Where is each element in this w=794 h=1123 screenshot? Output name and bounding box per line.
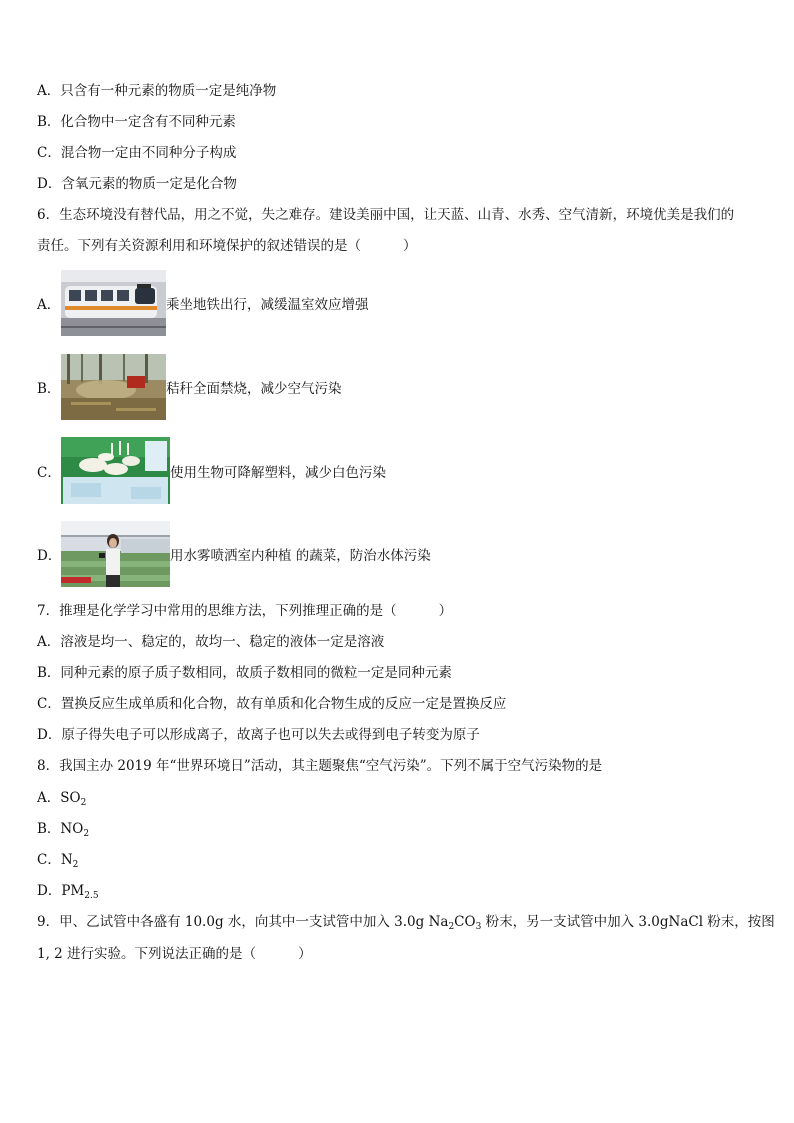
- q8-option-a-formula: SO: [60, 790, 81, 806]
- biodegradable-tableware-photo: [61, 437, 170, 504]
- q7-stem: [37, 601, 452, 621]
- q9-subscript-2: 3: [475, 922, 482, 932]
- q7-option-b: B．同种元素的原子质子数相同，故质子数相同的微粒一定是同种元素: [37, 665, 452, 681]
- q8-option-b-formula: NO: [60, 821, 84, 837]
- q9-subscript-1: 2: [448, 922, 455, 932]
- q5-option-d: D．含氧元素的物质一定是化合物: [37, 176, 237, 192]
- q8-option-d-label: D．: [37, 883, 62, 899]
- q5-option-b: B．化合物中一定含有不同种元素: [37, 114, 236, 130]
- q8-option-d-subscript: 2.5: [84, 891, 99, 901]
- greenhouse-reporter-photo: [61, 521, 170, 587]
- q7-stem-text: 7．推理是化学学习中常用的思维方法，下列推理正确的是（: [37, 603, 397, 619]
- straw-field-photo: [61, 354, 166, 420]
- q6-option-c: [37, 437, 386, 504]
- q8-option-a-subscript: 2: [80, 798, 87, 808]
- q6-stem-line1: 6．生态环境没有替代品，用之不觉，失之难存。建设美丽中国，让天蓝、山青、水秀、空气清新，环境优美是我们的: [37, 207, 735, 223]
- q9-text-c: 粉末，另一支试管中加入 3.0gNaCl 粉末，按图: [481, 914, 775, 930]
- q9-text-a: 9．甲、乙试管中各盛有 10.0g 水，向其中一支试管中加入 3.0g Na: [37, 914, 449, 930]
- q7-option-a: A．溶液是均一、稳定的，故均一、稳定的液体一定是溶液: [37, 634, 385, 650]
- q9-stem-line1: [37, 912, 775, 932]
- q6-option-d-text: 用水雾喷洒室内种植 的蔬菜，防治水体污染: [170, 548, 431, 564]
- q7-close-paren: ）: [438, 603, 453, 619]
- q8-stem: 8．我国主办 2019 年“世界环境日”活动，其主题聚焦“空气污染”。下列不属于空气污染物的是: [37, 758, 603, 774]
- q8-option-d: [37, 881, 99, 901]
- q9-close-paren: ）: [298, 946, 312, 962]
- q6-option-a-label: A．: [37, 297, 61, 313]
- q8-option-c-formula: N: [60, 852, 73, 868]
- q6-option-a-text: 乘坐地铁出行，减缓温室效应增强: [166, 297, 369, 313]
- q8-option-d-formula: PM: [61, 883, 85, 899]
- q8-option-c-subscript: 2: [72, 860, 79, 870]
- q8-option-b-subscript: 2: [83, 829, 90, 839]
- q5-option-a: A．只含有一种元素的物质一定是纯净物: [37, 83, 277, 99]
- q9-text-b: CO: [454, 914, 476, 930]
- q6-stem-line2: [37, 236, 417, 256]
- q8-option-b-label: B．: [37, 821, 61, 837]
- q6-option-b: [37, 354, 342, 420]
- q7-option-c: C．置换反应生成单质和化合物，故有单质和化合物生成的反应一定是置换反应: [37, 696, 507, 712]
- q8-option-c: [37, 850, 78, 870]
- q6-option-a: [37, 270, 369, 336]
- q6-option-d-label: D．: [37, 548, 62, 564]
- q6-close-paren: ）: [403, 238, 417, 254]
- q6-stem-text: 责任。下列有关资源利用和环境保护的叙述错误的是（: [37, 238, 361, 254]
- q6-option-d: [37, 521, 431, 587]
- q8-option-a: [37, 788, 86, 808]
- q8-option-c-label: C．: [37, 852, 61, 868]
- q9-line2-text: 1, 2 进行实验。下列说法正确的是（: [37, 946, 257, 962]
- q7-option-d: D．原子得失电子可以形成离子，故离子也可以失去或得到电子转变为原子: [37, 727, 480, 743]
- q6-option-c-text: 使用生物可降解塑料，减少白色污染: [170, 464, 386, 481]
- q6-option-b-label: B．: [37, 381, 61, 397]
- q6-option-b-text: 秸秆全面禁烧，减少空气污染: [166, 381, 342, 397]
- q6-option-c-label: C．: [37, 464, 61, 481]
- q9-stem-line2: [37, 944, 312, 964]
- q8-option-b: [37, 819, 89, 839]
- subway-train-photo: [61, 270, 166, 336]
- q5-option-c: C．混合物一定由不同种分子构成: [37, 145, 237, 161]
- q8-option-a-label: A．: [37, 790, 61, 806]
